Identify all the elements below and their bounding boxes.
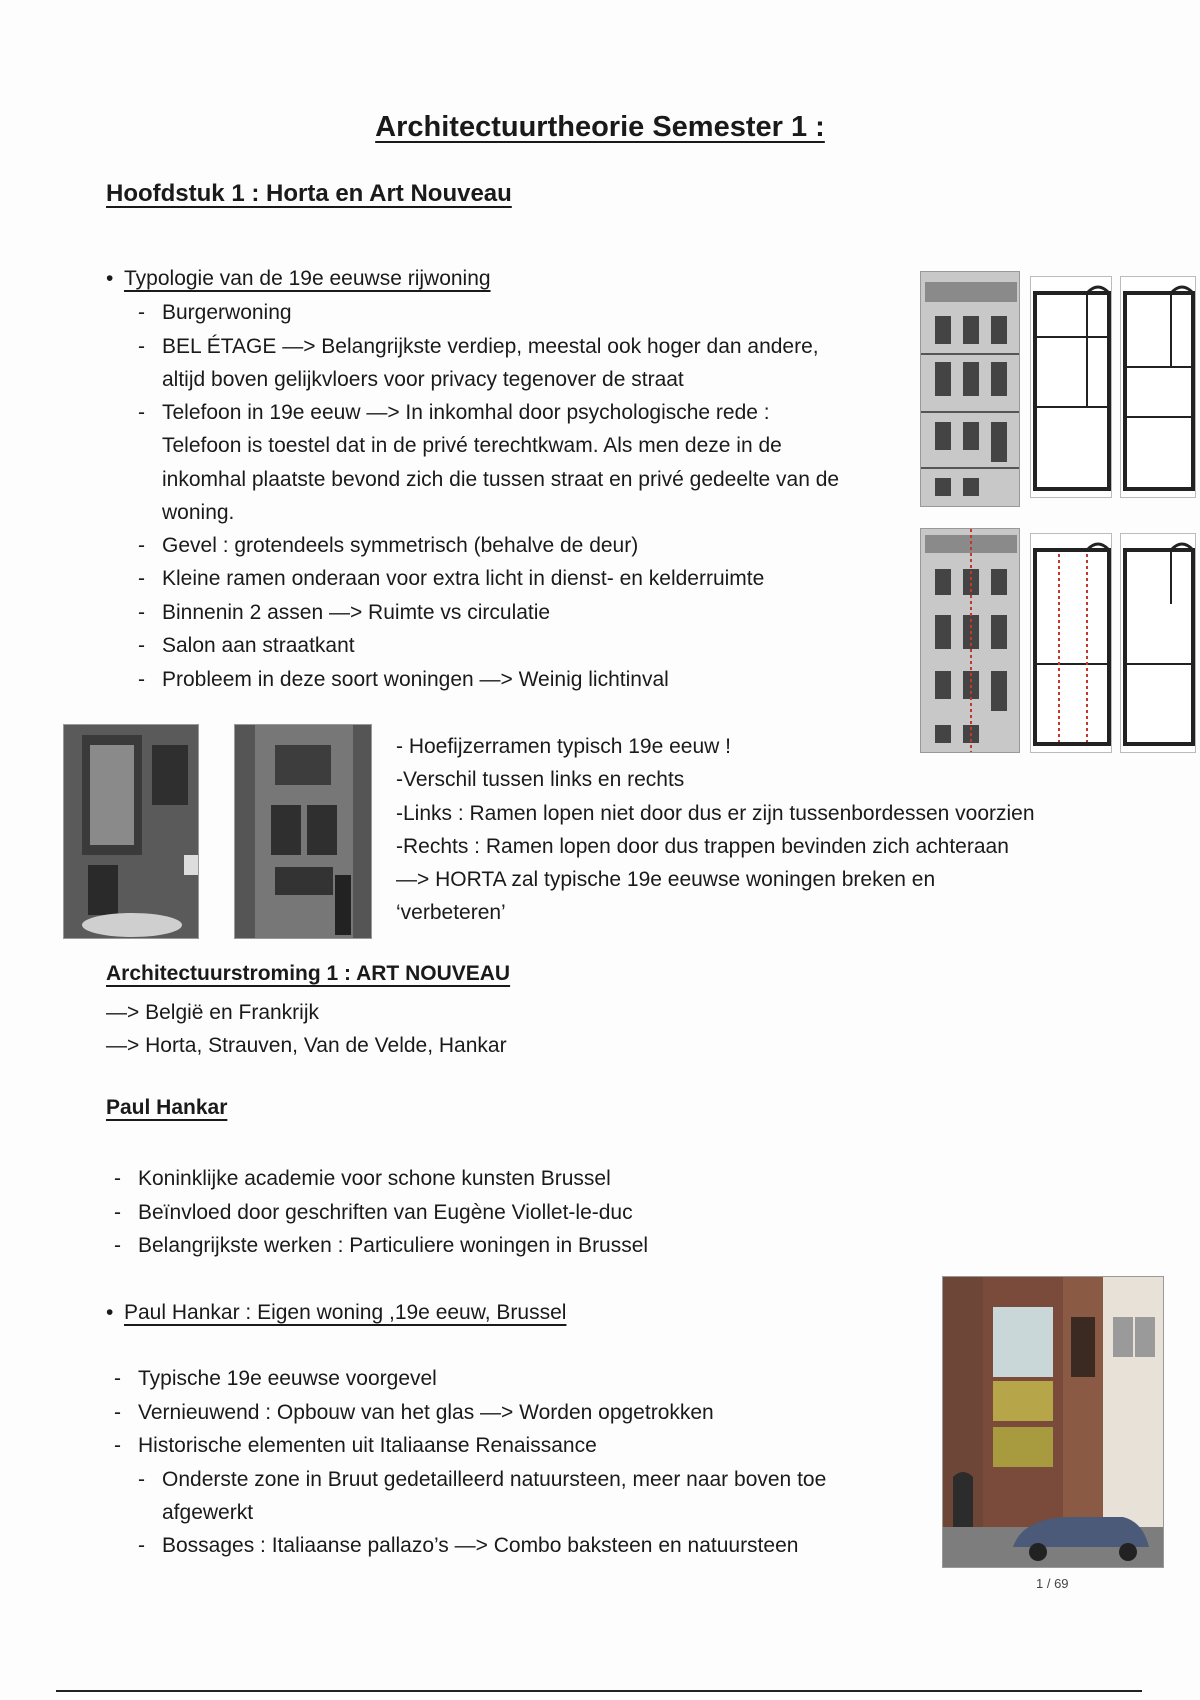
list-item: - Historische elementen uit Italiaanse Renaissance [114,1434,597,1457]
facade-elevation-image-bottom [920,528,1020,753]
page-bottom-rule [56,1690,1142,1692]
hoefijzer-line-4: -Rechts : Ramen lopen door dus trappen bevinden zich achteraan [396,835,1009,858]
list-item: - Vernieuwend : Opbouw van het glas —> Worden opgetrokken [114,1401,714,1424]
list-item: - BEL ÉTAGE —> Belangrijkste verdiep, meestal ook hoger dan andere, [138,335,819,358]
sub-list-item: - Bossages : Italiaanse pallazo’s —> Combo baksteen en natuursteen [138,1534,799,1557]
list-item: - Burgerwoning [138,301,292,324]
list-item: - Probleem in deze soort woningen —> Weinig lichtinval [138,668,669,691]
list-item: - Beïnvloed door geschriften van Eugène Viollet-le-duc [114,1201,633,1224]
hankar-house-photo [942,1276,1164,1568]
floor-plan-image-4 [1120,533,1196,753]
list-item: - Binnenin 2 assen —> Ruimte vs circulatie [138,601,551,624]
bullet-icon: • [106,1301,114,1324]
sub-list-item: - Onderste zone in Bruut gedetailleerd natuursteen, meer naar boven toe [138,1468,827,1491]
floor-plan-image-3 [1030,533,1112,753]
chapter-heading: Hoofdstuk 1 : Horta en Art Nouveau [106,180,512,207]
art-nouveau-line-1: —> België en Frankrijk [106,1001,320,1024]
facade-photo-left [63,724,199,939]
list-item: - Salon aan straatkant [138,634,355,657]
typologie-heading: Typologie van de 19e eeuwse rijwoning [124,267,491,290]
list-item-continuation: inkomhal plaatste bevond zich die tussen straat en privé gedeelte van de [162,468,840,491]
list-item: - Gevel : grotendeels symmetrisch (behalve de deur) [138,534,639,557]
typologie-heading-line [106,262,491,295]
hoefijzer-line-1: - Hoefijzerramen typisch 19e eeuw ! [396,735,731,758]
facade-elevation-image-top [920,271,1020,507]
sub-list-item-continuation: afgewerkt [162,1501,254,1524]
list-item-continuation: Telefoon is toestel dat in de privé terechtkwam. Als men deze in de [162,434,782,457]
list-item: - Koninklijke academie voor schone kunsten Brussel [114,1167,611,1190]
art-nouveau-line-2: —> Horta, Strauven, Van de Velde, Hankar [106,1034,507,1057]
list-item-continuation: altijd boven gelijkvloers voor privacy tegenover de straat [162,368,684,391]
floor-plan-image-1 [1030,276,1112,498]
list-item-continuation: woning. [162,501,235,524]
hoefijzer-line-6: ‘verbeteren’ [396,901,506,924]
list-item: - Belangrijkste werken : Particuliere woningen in Brussel [114,1234,649,1257]
hankar-heading: Paul Hankar [106,1096,228,1119]
eigen-woning-heading-line [106,1296,566,1329]
hoefijzer-line-2: -Verschil tussen links en rechts [396,768,685,791]
list-item: - Typische 19e eeuwse voorgevel [114,1367,437,1390]
art-nouveau-heading: Architectuurstroming 1 : ART NOUVEAU [106,962,511,985]
facade-photo-right [234,724,372,939]
eigen-woning-heading: Paul Hankar : Eigen woning ,19e eeuw, Brussel [124,1301,567,1324]
hoefijzer-line-5: —> HORTA zal typische 19e eeuwse woningen breken en [396,868,936,891]
floor-plan-image-2 [1120,276,1196,498]
page-number: 1 / 69 [1036,1576,1069,1591]
list-item: - Kleine ramen onderaan voor extra licht in dienst- en kelderruimte [138,567,765,590]
document-title: Architectuurtheorie Semester 1 : [375,111,825,143]
list-item: - Telefoon in 19e eeuw —> In inkomhal door psychologische rede : [138,401,770,424]
bullet-icon: • [106,267,114,290]
hoefijzer-line-3: -Links : Ramen lopen niet door dus er zijn tussenbordessen voorzien [396,802,1035,825]
